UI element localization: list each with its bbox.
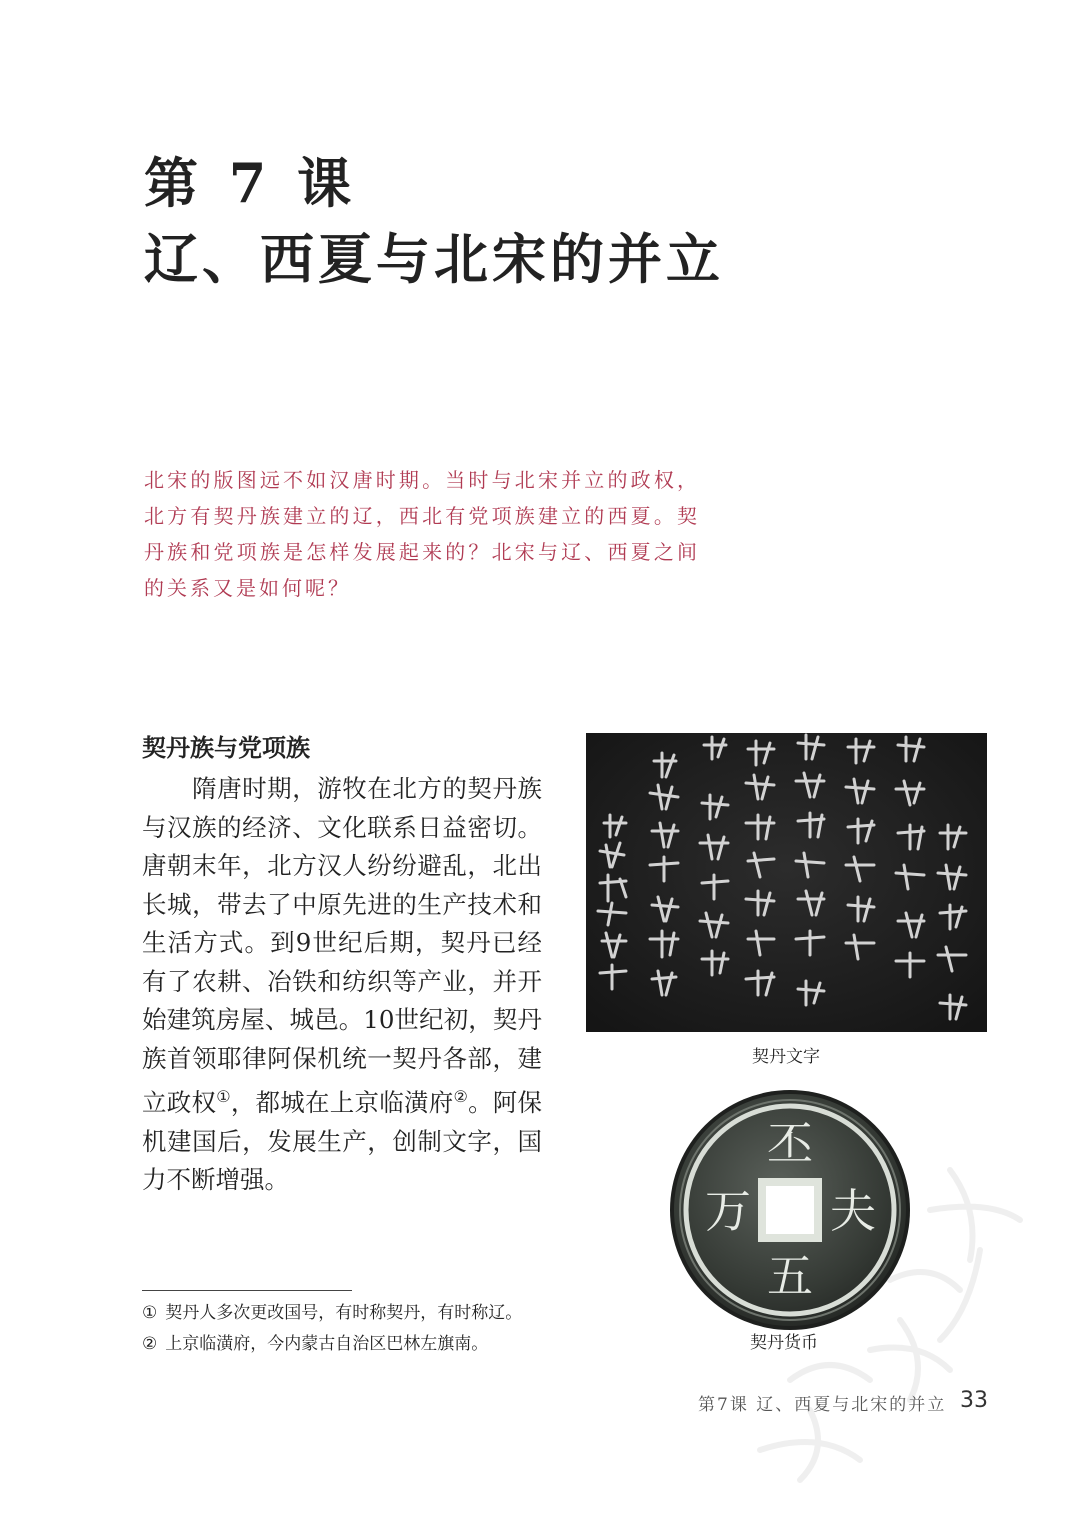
coin-illustration	[666, 1086, 914, 1334]
footnote-text: 契丹人多次更改国号，有时称契丹，有时称辽。	[165, 1303, 523, 1323]
footnote-text: 上京临潢府，今内蒙古自治区巴林左旗南。	[165, 1334, 489, 1354]
footnote-ref-2[interactable]: ②	[453, 1087, 469, 1106]
footnote-divider	[142, 1290, 352, 1291]
khitan-script-caption: 契丹文字	[752, 1047, 820, 1067]
body-text-part-3: 。阿保机建国后，发展生产，创制文字，国力不断增强。	[142, 1088, 543, 1195]
page-number: 33	[960, 1388, 988, 1413]
coin-char-right: 夫	[830, 1184, 876, 1238]
body-text-part-2: ，都城在上京临潢府	[230, 1088, 454, 1118]
intro-paragraph: 北宋的版图远不如汉唐时期。当时与北宋并立的政权，北方有契丹族建立的辽，西北有党项族建立的西夏。契丹族和党项族是怎样发展起来的？北宋与辽、西夏之间的关系又是如何呢？	[144, 468, 700, 600]
khitan-script-image	[586, 733, 987, 1032]
footnote-2	[142, 1329, 602, 1360]
section-heading: 契丹族与党项族	[142, 734, 310, 762]
footnote-ref-1[interactable]: ①	[216, 1087, 231, 1106]
body-paragraph	[142, 770, 542, 1200]
footnote-mark: ②	[142, 1334, 158, 1354]
footnotes	[142, 1298, 602, 1360]
lesson-title: 辽、西夏与北宋的并立	[144, 227, 724, 292]
khitan-script-illustration	[586, 733, 987, 1032]
lesson-number: 第 7 课	[144, 151, 358, 216]
coin-caption: 契丹货币	[750, 1333, 818, 1353]
coin-char-bottom: 五	[767, 1249, 813, 1303]
khitan-coin-image	[666, 1086, 914, 1334]
footnote-mark: ①	[142, 1303, 158, 1323]
footnote-1	[142, 1298, 602, 1329]
coin-char-left: 万	[705, 1184, 751, 1238]
coin-char-top: 丕	[767, 1117, 813, 1171]
body-text-part-1: 隋唐时期，游牧在北方的契丹族与汉族的经济、文化联系日益密切。唐朝末年，北方汉人纷纷避乱，北出长城，带去了中原先进的生产技术和生活方式。到9世纪后期，契丹已经有了农耕、冶铁和纺织等产业，并开始建筑房屋、城邑。10世纪初，契丹族首领耶律阿保机统一契丹各部，建立政权	[142, 774, 542, 1118]
running-head: 第7课 辽、西夏与北宋的并立	[698, 1395, 947, 1415]
